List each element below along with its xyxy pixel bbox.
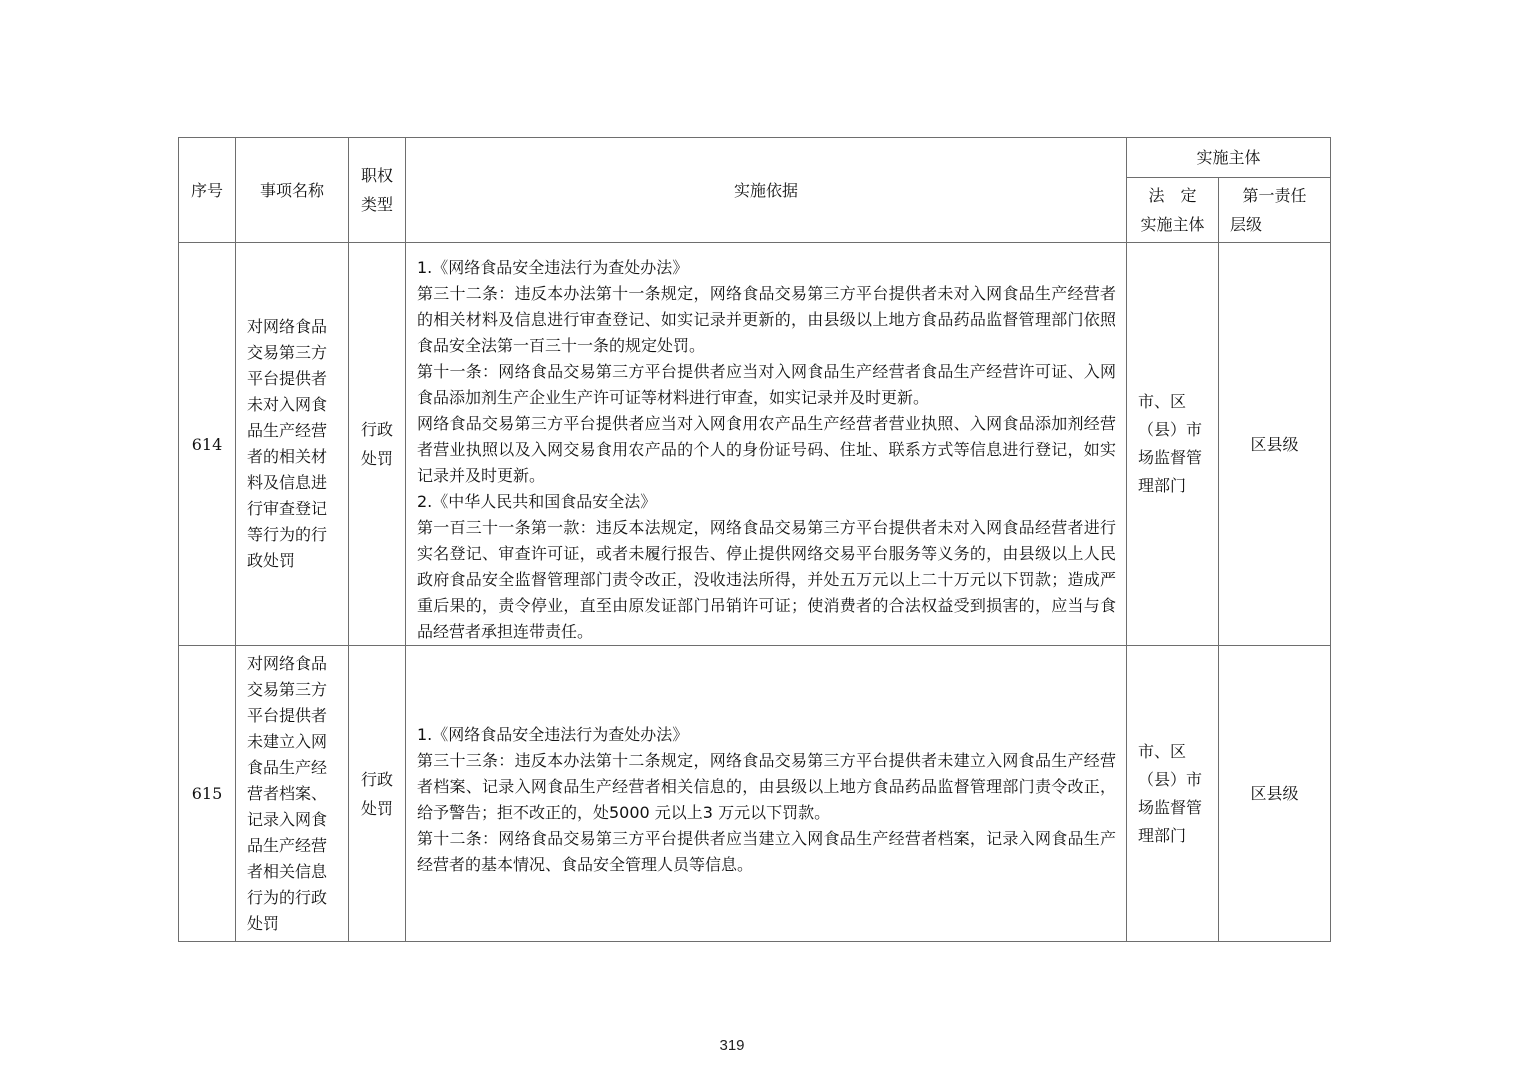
header-name: 事项名称 [236,138,349,243]
basis-line: 第三十三条：违反本办法第十二条规定，网络食品交易第三方平台提供者未建立入网食品生产经营者档案、记录入网食品生产经营者相关信息的，由县级以上地方食品药品监督管理部门责令改正，给予警告；拒不改正的，处5000 元以上3 万元以下罚款。 [417,750,1116,822]
basis-line: 第三十二条：违反本办法第十一条规定，网络食品交易第三方平台提供者未对入网食品生产经营者的相关材料及信息进行审查登记、如实记录并更新的，由县级以上地方食品药品监督管理部门依照食品安全法第一百三十一条的规定处罚。 [417,284,1116,355]
basis-line: 2.《中华人民共和国食品安全法》 [417,492,657,511]
header-first-line1: 第一责任 [1242,186,1307,205]
authority-type-line1: 行政 [360,420,393,439]
basis-line: 1.《网络食品安全违法行为查处办法》 [417,724,689,744]
legal-subject: 市、区（县）市场监督管理部门 [1127,646,1219,942]
table-row [179,646,1331,942]
header-seq: 序号 [179,138,236,243]
legal-subject: 市、区（县）市场监督管理部门 [1127,243,1219,646]
header-first-line2: 层级 [1230,215,1263,234]
authority-type-line2: 处罚 [360,449,393,468]
basis-line: 第十二条：网络食品交易第三方平台提供者应当建立入网食品生产经营者档案，记录入网食品生产经营者的基本情况、食品安全管理人员等信息。 [417,828,1116,874]
implementation-basis [406,646,1127,942]
authority-type-line1: 行政 [360,769,393,789]
header-first-level [1219,178,1331,243]
basis-line: 第十一条：网络食品交易第三方平台提供者应当对入网食品生产经营者食品生产经营许可证、入网食品添加剂生产企业生产许可证等材料进行审查，如实记录并及时更新。 [417,362,1116,407]
row-number: 615 [179,646,236,942]
basis-line: 1.《网络食品安全违法行为查处办法》 [417,258,689,277]
table-row [179,243,1331,646]
item-table [178,137,1331,942]
basis-line: 网络食品交易第三方平台提供者应当对入网食用农产品生产经营者营业执照、入网食品添加剂经营者营业执照以及入网交易食用农产品的个人的身份证号码、住址、联系方式等信息进行登记，如实记录并及时更新。 [417,414,1116,485]
responsibility-level: 区县级 [1219,243,1331,646]
row-number: 614 [179,243,236,646]
basis-line: 第一百三十一条第一款：违反本法规定，网络食品交易第三方平台提供者未对入网食品经营者进行实名登记、审查许可证，或者未履行报告、停止提供网络交易平台服务等义务的，由县级以上人民政府食品安全监督管理部门责令改正，没收违法所得，并处五万元以上二十万元以下罚款；造成严重后果的，责令停业，直至由原发证部门吊销许可证；使消费者的合法权益受到损害的，应当与食品经营者承担连带责任。 [417,518,1116,641]
item-name: 对网络食品交易第三方平台提供者未建立入网食品生产经营者档案、记录入网食品生产经营者相关信息行为的行政处罚 [236,646,349,942]
header-type [349,138,406,243]
item-name: 对网络食品交易第三方平台提供者未对入网食品生产经营者的相关材料及信息进行审查登记等行为的行政处罚 [236,243,349,646]
header-type-line2: 类型 [360,195,393,214]
implementation-basis [406,243,1127,646]
header-legal-subject [1127,178,1219,243]
authority-type [349,243,406,646]
header-legal-line1: 法 定 [1148,186,1197,205]
responsibility-level: 区县级 [1219,646,1331,942]
header-basis: 实施依据 [406,138,1127,243]
header-subject: 实施主体 [1127,138,1331,178]
page-number: 319 [719,1037,745,1054]
header-legal-line2: 实施主体 [1140,215,1205,234]
authority-type [349,646,406,942]
header-type-line1: 职权 [360,166,393,185]
authority-type-line2: 处罚 [360,798,393,818]
